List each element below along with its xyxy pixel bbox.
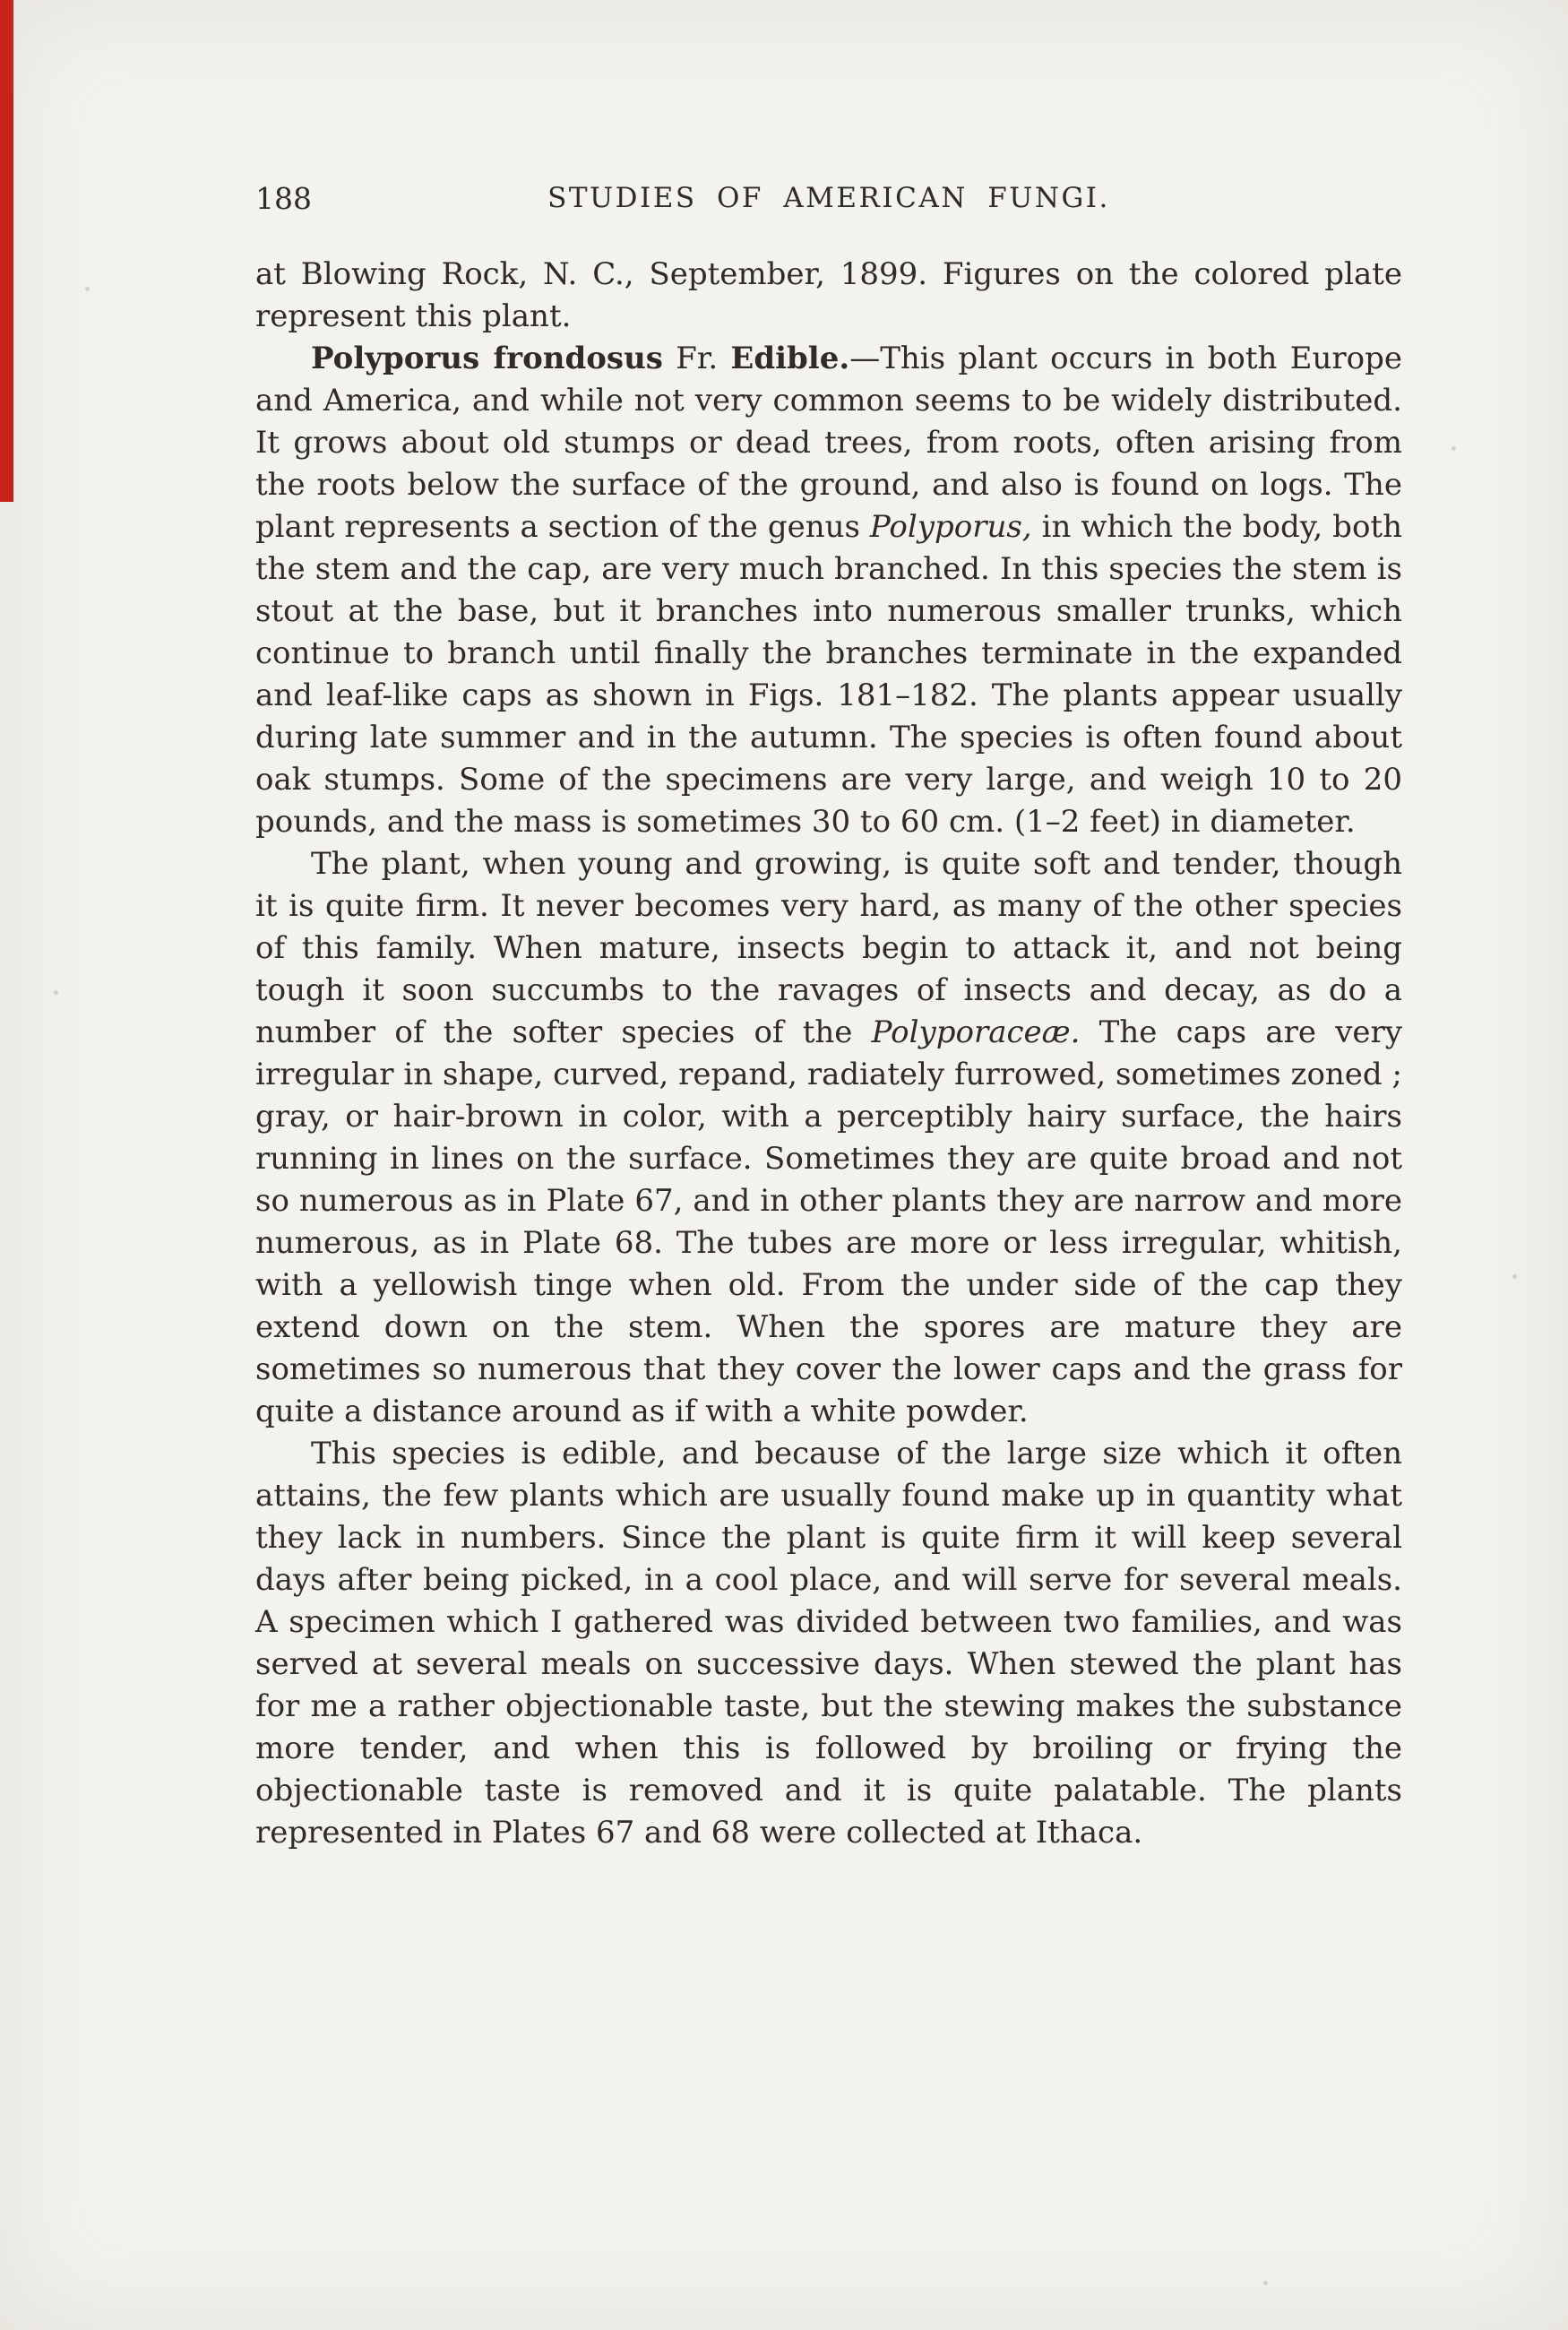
text-segment: at Blowing Rock, N. C., September, 1899. Figures on the colored plate represent this plant. xyxy=(255,256,1402,334)
dust-speck xyxy=(85,287,90,291)
text-segment: Edible. xyxy=(730,341,850,376)
text-segment: Polyporus frondosus xyxy=(311,341,663,376)
paragraph xyxy=(255,338,1402,843)
scan-edge-stripe xyxy=(0,0,13,502)
running-head-title: STUDIES OF AMERICAN FUNGI. xyxy=(547,182,1110,214)
dust-speck xyxy=(1512,1274,1517,1279)
page-body xyxy=(255,254,1402,1854)
text-segment: —This plant occurs in both Europe and America, and while not very common seems to be widely distributed. It grows about old stumps or dead trees, from roots, often arising from the roots below the surface of the ground, and also is found on logs. The plant represents a section of the genus xyxy=(255,341,1402,545)
text-segment: Polyporaceæ. xyxy=(871,1014,1081,1050)
text-segment: The plant, when young and growing, is quite soft and tender, though it is quite firm. It never becomes very hard, as many of the other species of this family. When mature, insects begin to attack it, and not being tough it soon succumbs to the ravages of insects and decay, as do a number of the softer species of the xyxy=(255,846,1402,1050)
dust-speck xyxy=(54,990,58,995)
paragraph xyxy=(255,1433,1402,1854)
text-segment: This species is edible, and because of the large size which it often attains, the few plants which are usually found make up in quantity what they lack in numbers. Since the plant is quite firm it will keep several days after being picked, in a cool place, and will serve for several meals. A specimen which I gathered was divided between two families, and was served at several meals on successive days. When stewed the plant has for me a rather objectionable taste, but the stewing makes the substance more tender, and when this is followed by broiling or frying the objectionable taste is removed and it is quite palatable. The plants represented in Plates 67 and 68 were collected at Ithaca. xyxy=(255,1436,1402,1851)
text-segment: Polyporus, xyxy=(869,509,1032,545)
dust-speck xyxy=(1452,446,1456,451)
paragraph xyxy=(255,254,1402,338)
page-header-row xyxy=(255,179,1402,219)
text-segment: The caps are very irregular in shape, curved, repand, radiately furrowed, sometimes zoned ; gray, or hair-brown in color, with a perceptibly hairy surface, the hairs running in lines on the surface. Sometimes they are quite broad and not so numerous as in Plate 67, and in other plants they are narrow and more numerous, as in Plate 68. The tubes are more or less irregular, whitish, with a yellowish tinge when old. From the under side of the cap they extend down on the stem. When the spores are mature they are sometimes so numerous that they cover the lower caps and the grass for quite a distance around as if with a white powder. xyxy=(255,1014,1403,1429)
page-number: 188 xyxy=(255,181,312,216)
text-segment: in which the body, both the stem and the cap, are very much branched. In this species the stem is stout at the base, but it branches into numerous smaller trunks, which continue to branch until finally the branches terminate in the expanded and leaf-like caps as shown in Figs. 181–182. The plants appear usually during late summer and in the autumn. The species is often found about oak stumps. Some of the specimens are very large, and weigh 10 to 20 pounds, and the mass is sometimes 30 to 60 cm. (1–2 feet) in diameter. xyxy=(255,509,1402,840)
dust-speck xyxy=(1263,2281,1268,2285)
text-segment: Fr. xyxy=(662,341,731,376)
paragraph xyxy=(255,843,1402,1433)
